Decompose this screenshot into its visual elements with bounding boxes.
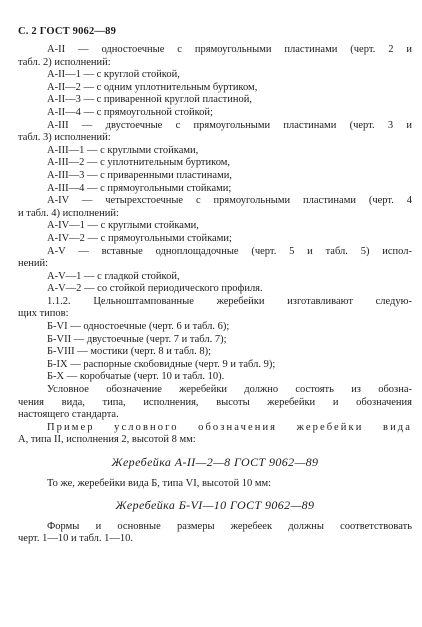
text-line: табл. 3) исполнений: [18,132,111,144]
document-body [18,44,412,546]
page-header: С. 2 ГОСТ 9062—89 [18,26,117,37]
text-line: А-III — двустоечные с прямоугольными пластинами (черт. 3 и [47,119,412,131]
text-line: настоящего стандарта. [18,409,119,421]
text-line: А-V—1 — с гладкой стойкой, [47,270,180,282]
text-line: А-III—1 — с круглыми стойками, [47,144,199,156]
text-line: нений: [18,258,49,270]
text-line: Б-X — коробчатые (черт. 10 и табл. 10). [47,371,225,383]
text-line: А-II—4 — с прямоугольной стойкой; [47,106,213,118]
designation-example-1: Жеребейка А-II—2—8 ГОСТ 9062—89 [111,455,319,469]
text-line: То же, жеребейки вида Б, типа VI, высотой 10 мм: [47,477,272,489]
text-line: Б-IX — распорные скобовидные (черт. 9 и табл. 9); [47,358,276,370]
text-line: Условное обозначение жеребейки должно состоять из обозна- [47,384,412,396]
text-line: А-II—2 — с одним уплотнительным буртиком, [47,81,258,93]
example-intro: Пример условного обозначения жеребейки вида [47,421,412,433]
text-line: А, типа II, исполнения 2, высотой 8 мм: [18,434,196,446]
text-line: А-II — одностоечные с прямоугольными пластинами (черт. 2 и [47,44,412,55]
text-line: Б-VIII — мостики (черт. 8 и табл. 8); [47,346,212,358]
text-line: черт. 1—10 и табл. 1—10. [18,533,134,545]
text-line: Б-VI — одностоечные (черт. 6 и табл. 6); [47,321,230,333]
designation-example-2: Жеребейка Б-VI—10 ГОСТ 9062—89 [115,498,315,513]
text-line: чения вида, типа, исполнения, высоты жеребейки и обозначения [18,396,412,408]
text-line: А-II—1 — с круглой стойкой, [47,69,180,81]
text-line: Б-VII — двустоечные (черт. 7 и табл. 7); [47,333,227,345]
text-line: А-II—3 — с приваренной круглой пластиной, [47,94,252,106]
text-line: щих типов: [18,308,69,320]
text-line: А-IV — четырехстоечные с прямоугольными пластинами (черт. 4 [47,195,412,207]
text-line: Формы и основные размеры жеребеек должны соответствовать [47,520,412,532]
text-line: А-IV—1 — с круглыми стойками, [47,220,199,232]
text-line: табл. 2) исполнений: [18,56,111,68]
text-line: А-III—3 — с приваренными пластинами, [47,169,232,181]
section-1-1-2: 1.1.2. Цельноштампованные жеребейки изготавливают следую- [47,295,412,307]
text-line: А-V — вставные одноплощадочные (черт. 5 и табл. 5) испол- [47,245,412,257]
text-line: А-III—2 — с уплотнительным буртиком, [47,157,231,169]
text-line: А-IV—2 — с прямоугольными стойками; [47,232,232,244]
text-line: А-III—4 — с прямоугольными стойками; [47,182,232,194]
text-line: и табл. 4) исполнений: [18,207,119,219]
text-line: А-V—2 — со стойкой периодического профиля. [47,283,263,295]
